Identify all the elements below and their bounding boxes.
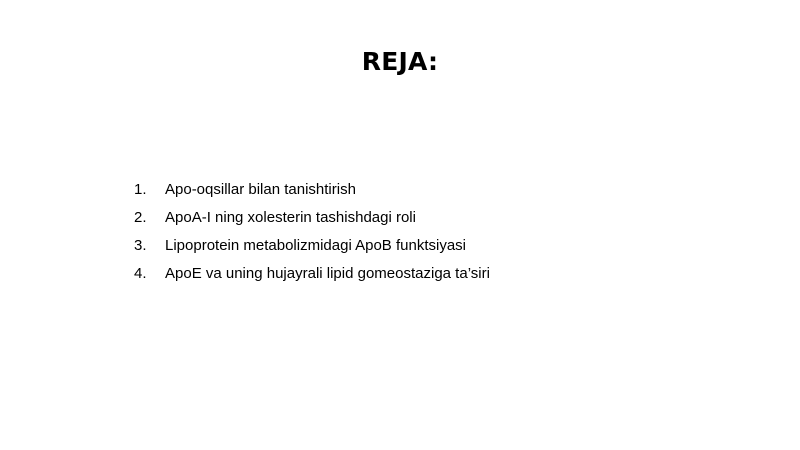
list-item-text: ApoE va uning hujayrali lipid gomeostaziga ta’siri	[165, 265, 490, 282]
list-item-number: 1.	[134, 181, 147, 198]
list-item-text: Lipoprotein metabolizmidagi ApoB funktsiyasi	[165, 237, 467, 254]
list-item-number: 4.	[134, 265, 147, 282]
list-item	[134, 232, 490, 260]
agenda-list	[134, 176, 490, 288]
list-item-number: 2.	[134, 209, 147, 226]
list-item-text: Apo-oqsillar bilan tanishtirish	[165, 181, 356, 198]
list-item	[134, 204, 490, 232]
list-item	[134, 176, 490, 204]
slide-title: REJA:	[361, 47, 439, 76]
list-item-text: ApoA-I ning xolesterin tashishdagi roli	[165, 209, 416, 226]
list-item-number: 3.	[134, 237, 147, 254]
list-item	[134, 260, 490, 288]
